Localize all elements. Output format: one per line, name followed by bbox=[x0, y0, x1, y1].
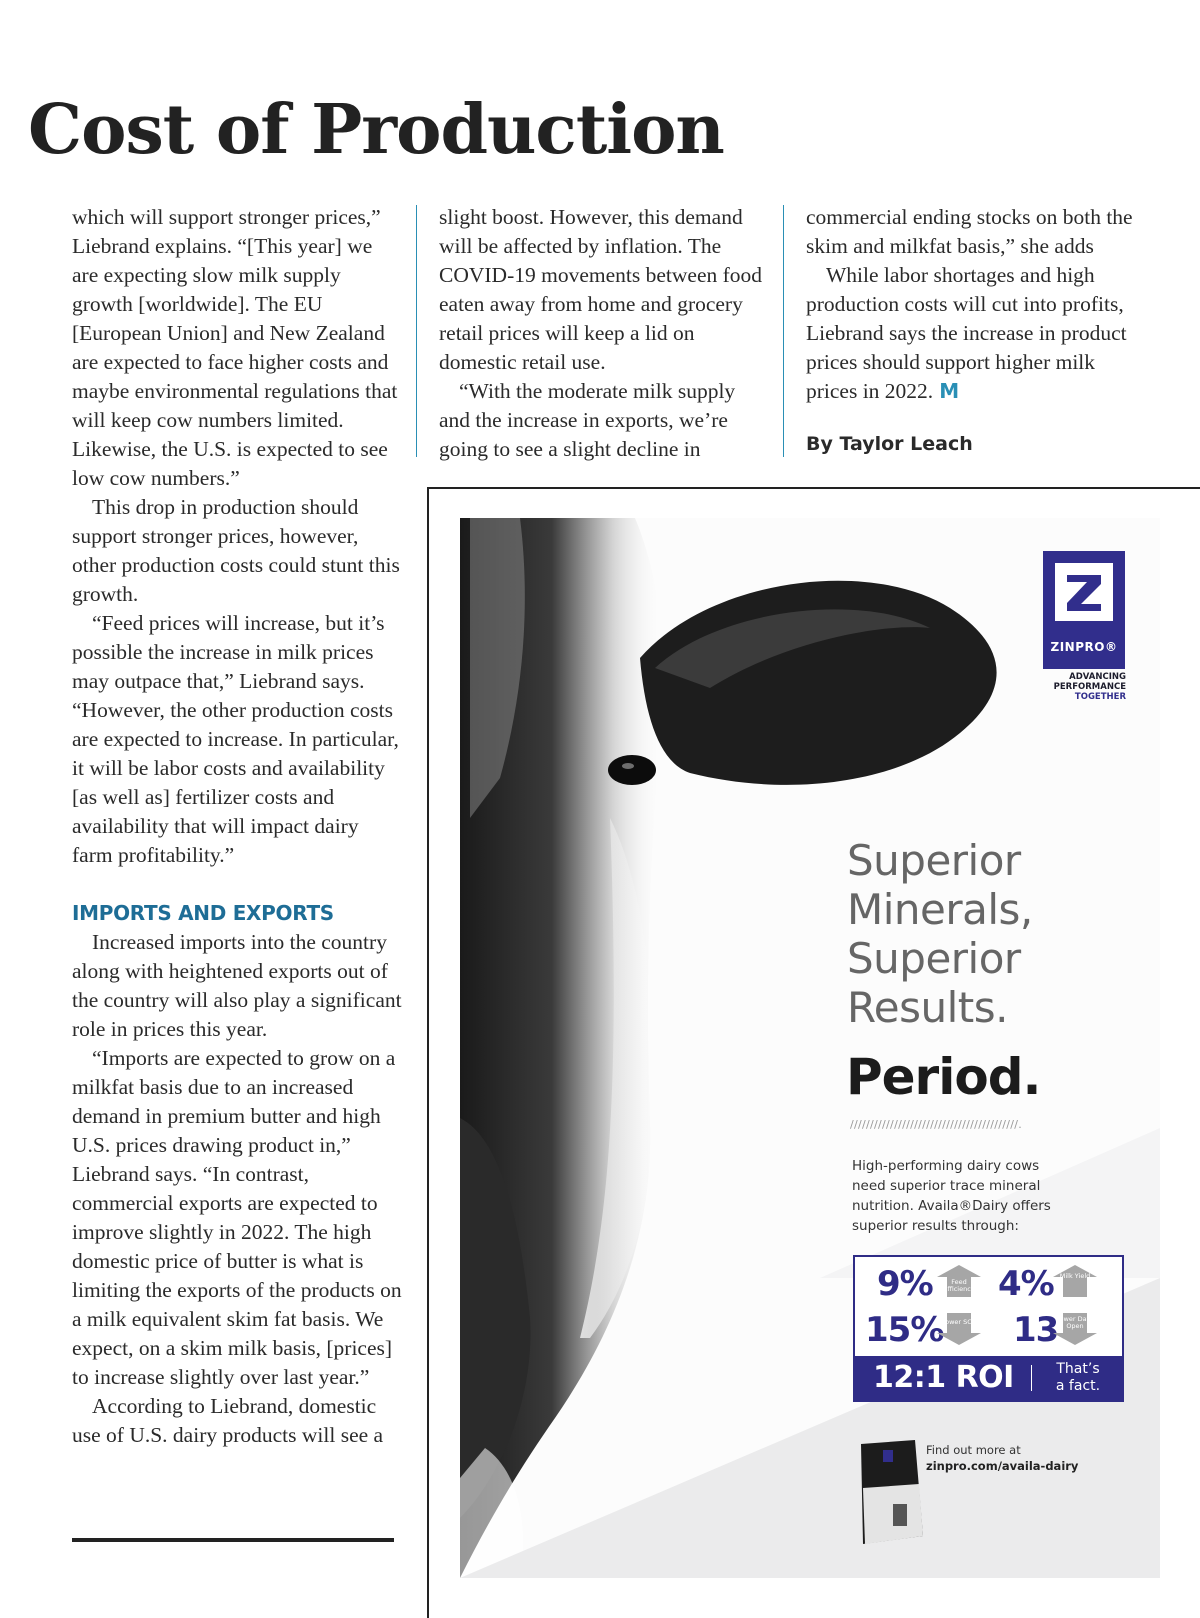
stat-value: 9% bbox=[877, 1264, 933, 1304]
paragraph bbox=[806, 261, 1146, 406]
stat-value: 15% bbox=[865, 1310, 944, 1350]
roi-fact-line: a fact. bbox=[1055, 1378, 1101, 1394]
stat-label: Fewer Days Open bbox=[1056, 1315, 1094, 1330]
stat-label: Milk Yield bbox=[1059, 1272, 1091, 1280]
roi-separator bbox=[1031, 1365, 1032, 1391]
brand-tagline bbox=[1008, 672, 1126, 702]
stats-panel bbox=[853, 1255, 1124, 1402]
stat-label: Lower SCC bbox=[941, 1318, 977, 1326]
ad-blurb: High-performing dairy cows need superior trace mineral nutrition. Availa®Dairy offers superior results through: bbox=[852, 1158, 1051, 1234]
paragraph: which will support stronger prices,” Liebrand explains. “[This year] we are expecting slow milk supply growth [worldwide]. The EU [European Union] and New Zealand are expected to face higher costs and maybe environmental regulations that will keep cow numbers limited. Likewise, the U.S. is expected to see low cow numbers.” bbox=[72, 205, 398, 490]
roi-value: 12:1 ROI bbox=[873, 1360, 1014, 1395]
paragraph-text: While labor shortages and high production costs will cut into profits, Liebrand says the increase in product prices should support higher milk prices in 2022. bbox=[806, 263, 1127, 403]
column-end-rule bbox=[72, 1538, 394, 1542]
zinpro-logo bbox=[1043, 551, 1125, 669]
ad-period: Period. bbox=[846, 1048, 1041, 1106]
paragraph: “Imports are expected to grow on a milkfat basis due to an increased demand in premium butter and high U.S. prices drawing product in,” Liebrand says. “In contrast, commercial exports are expected to improve slightly in 2022. The high domestic price of butter is what is limiting the exports of the products on a milk equivalent skim fat basis. We expect, on a skim milk basis, [prices] to increase slightly over last year.” bbox=[72, 1046, 402, 1389]
slash-divider: //////////////////////////////////////////. bbox=[850, 1118, 1023, 1131]
stat-value: 13 bbox=[1013, 1310, 1059, 1350]
stat-value: 4% bbox=[998, 1264, 1054, 1304]
roi-fact-line: That’s bbox=[1056, 1361, 1100, 1377]
page-title: Cost of Production bbox=[28, 90, 724, 170]
paragraph: Increased imports into the country along with heightened exports out of the country will also play a significant role in prices this year. bbox=[72, 930, 402, 1041]
tagline-line: ADVANCING bbox=[1069, 672, 1126, 682]
ad-url-link[interactable]: zinpro.com/availa-dairy bbox=[926, 1459, 1079, 1473]
advertisement[interactable] bbox=[460, 518, 1160, 1578]
article-column-1 bbox=[72, 203, 402, 1450]
brand-name: ZINPRO® bbox=[1050, 640, 1118, 654]
article-column-2 bbox=[439, 203, 769, 464]
tagline-line: TOGETHER bbox=[1074, 692, 1126, 702]
headline-line: Minerals, bbox=[847, 885, 1033, 934]
find-out-more bbox=[926, 1442, 1156, 1474]
paragraph: “Feed prices will increase, but it’s possible the increase in milk prices may outpace that,” Liebrand says. “However, the other production costs are expected to increase. In particular, it will be labor costs and availability [as well as] fertilizer costs and availability that will impact dairy farm profitability.” bbox=[72, 611, 399, 867]
ad-headline bbox=[847, 836, 1147, 1032]
paragraph: According to Liebrand, domestic use of U.S. dairy products will see a bbox=[72, 1394, 384, 1447]
article-column-3 bbox=[806, 203, 1146, 459]
headline-line: Superior bbox=[847, 934, 1021, 983]
tagline-line: PERFORMANCE bbox=[1053, 682, 1126, 692]
headline-line: Results. bbox=[847, 983, 1009, 1032]
roi-fact bbox=[1043, 1361, 1113, 1395]
column-divider bbox=[783, 205, 784, 457]
arrow-up-icon bbox=[1053, 1265, 1097, 1297]
stat-label: Feed Efficiency bbox=[943, 1278, 975, 1293]
find-out-text: Find out more at bbox=[926, 1443, 1021, 1457]
roi-bar bbox=[855, 1356, 1122, 1400]
paragraph: slight boost. However, this demand will be affected by inflation. The COVID-19 movements between food eaten away from home and grocery retail prices will keep a lid on domestic retail use. bbox=[439, 205, 763, 374]
paragraph: This drop in production should support stronger prices, however, other production costs could stunt this growth. bbox=[72, 495, 400, 606]
z-logo-icon bbox=[1055, 563, 1113, 621]
byline: By Taylor Leach bbox=[806, 433, 973, 455]
paragraph: “With the moderate milk supply and the increase in exports, we’re going to see a slight decline in bbox=[439, 379, 736, 461]
product-bag-image bbox=[853, 1438, 925, 1546]
paragraph: commercial ending stocks on both the skim and milkfat basis,” she adds bbox=[806, 205, 1133, 258]
headline-line: Superior bbox=[847, 836, 1021, 885]
end-mark-icon: M bbox=[939, 379, 960, 403]
section-subhead: IMPORTS AND EXPORTS bbox=[72, 901, 334, 925]
column-divider bbox=[416, 205, 417, 457]
